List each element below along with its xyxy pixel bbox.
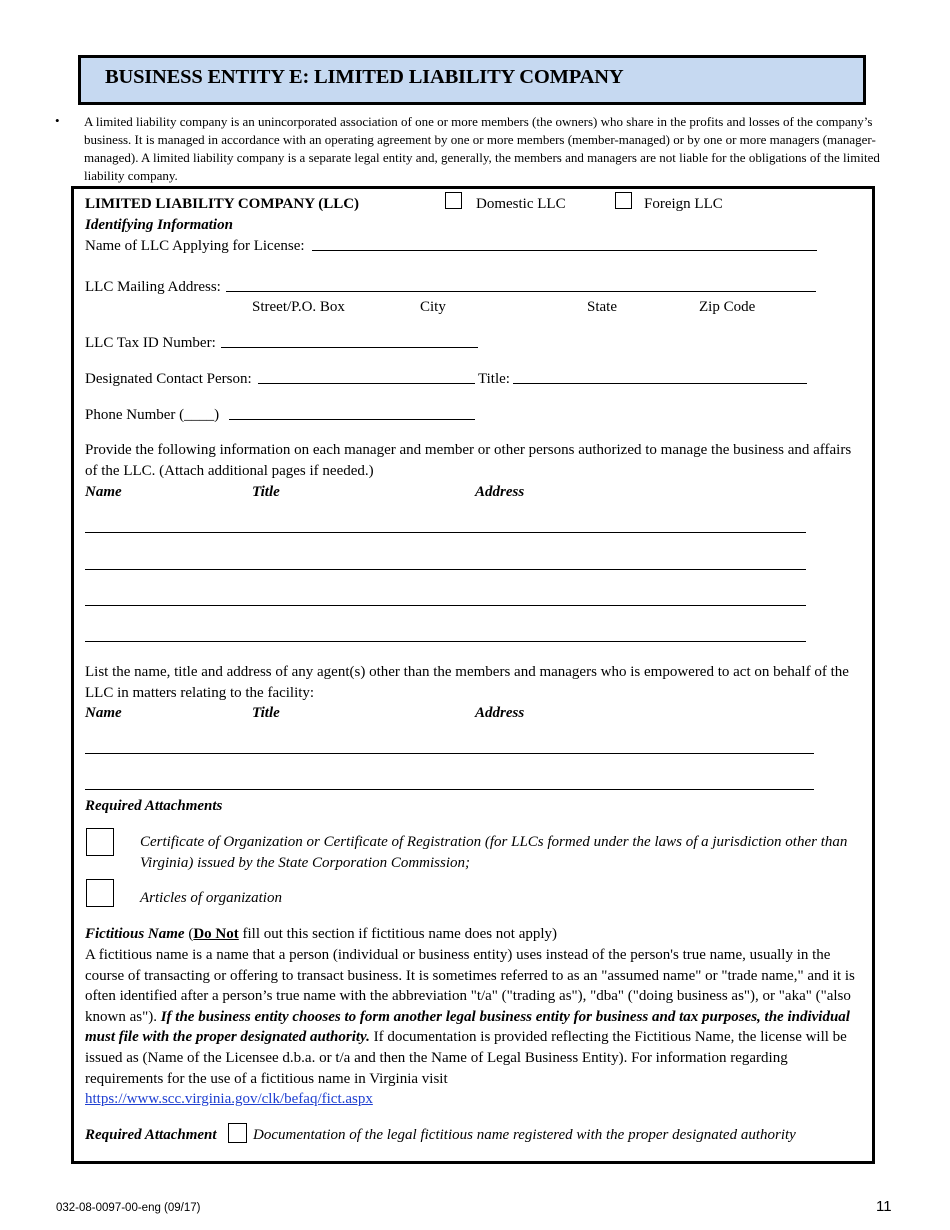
fictitious-body-2: If documentation is provided reflecting the Fictitious Name, the license will be issued as (Name of the Licensee d.b.a. or t/a and then the Name of Legal Business Entity). For information regarding requirements for the use of a fictitious name in Virginia visit <box>85 1029 847 1087</box>
fictitious-paren: ( <box>188 926 194 942</box>
city-caption: City <box>420 299 446 315</box>
fictitious-name-body <box>85 945 863 1110</box>
foreign-llc-checkbox[interactable] <box>615 192 632 209</box>
domestic-llc-checkbox[interactable] <box>445 192 462 209</box>
agent-entry-line[interactable] <box>85 753 814 754</box>
manager-entry-line[interactable] <box>85 641 806 642</box>
scc-fictitious-link[interactable]: https://www.scc.virginia.gov/clk/befaq/fict.aspx <box>85 1091 373 1108</box>
mailing-address-field[interactable] <box>226 291 816 292</box>
required-attachment-label: Required Attachment <box>85 1127 217 1143</box>
phone-field[interactable] <box>229 419 475 420</box>
zip-caption: Zip Code <box>699 299 756 315</box>
agent-entry-line[interactable] <box>85 789 814 790</box>
required-attachments-heading: Required Attachments <box>85 798 223 814</box>
agents-instruction: List the name, title and address of any agent(s) other than the members and managers who is empowered to act on behalf of the LLC in matters relating to the facility: <box>85 664 849 701</box>
page-title: BUSINESS ENTITY E: LIMITED LIABILITY COMPANY <box>105 66 624 88</box>
llc-section-title: LIMITED LIABILITY COMPANY (LLC) <box>85 196 360 212</box>
form-number: 032-08-0097-00-eng (09/17) <box>56 1202 201 1214</box>
street-caption: Street/P.O. Box <box>252 299 345 315</box>
llc-name-label: Name of LLC Applying for License: <box>85 238 305 254</box>
certificate-attachment-text: Certificate of Organization or Certificate of Registration (for LLCs formed under the laws of a jurisdiction other than Virginia) issued by the State Corporation Commission; <box>140 834 848 871</box>
mailing-address-label: LLC Mailing Address: <box>85 279 221 295</box>
fictitious-heading-rest: fill out this section if fictitious name does not apply) <box>238 926 558 942</box>
manager-entry-line[interactable] <box>85 569 806 570</box>
identifying-heading: Identifying Information <box>85 217 233 233</box>
manager-entry-line[interactable] <box>85 532 806 533</box>
do-not-emphasis: Do Not <box>193 926 239 942</box>
state-caption: State <box>587 299 617 315</box>
tax-id-label: LLC Tax ID Number: <box>85 335 216 351</box>
foreign-llc-label: Foreign LLC <box>644 196 723 212</box>
managers-col-address: Address <box>475 484 525 500</box>
fictitious-doc-text: Documentation of the legal fictitious name registered with the proper designated authority <box>253 1127 796 1143</box>
section-header <box>78 55 866 105</box>
domestic-llc-label: Domestic LLC <box>476 196 566 212</box>
contact-person-field[interactable] <box>258 383 475 384</box>
agents-col-name: Name <box>85 705 122 721</box>
agents-col-address: Address <box>475 705 525 721</box>
page-number: 11 <box>876 1198 892 1215</box>
fictitious-body-bold: If the business entity chooses to form another legal business entity for business and tax purposes, the individual must file with the proper designated authority. <box>85 1008 850 1046</box>
managers-instruction: Provide the following information on each manager and member or other persons authorized to manage the business and affairs of the LLC. (Attach additional pages if needed.) <box>85 442 852 479</box>
fictitious-heading-label: Fictitious Name <box>85 926 185 942</box>
tax-id-field[interactable] <box>221 347 478 348</box>
articles-checkbox[interactable] <box>86 879 114 907</box>
manager-entry-line[interactable] <box>85 605 806 606</box>
phone-label: Phone Number (____) <box>85 407 220 423</box>
fictitious-name-heading <box>85 924 557 944</box>
contact-title-field[interactable] <box>513 383 807 384</box>
certificate-checkbox[interactable] <box>86 828 114 856</box>
managers-col-name: Name <box>85 484 122 500</box>
intro-bullet: • <box>55 113 60 128</box>
articles-attachment-text: Articles of organization <box>140 890 282 906</box>
llc-name-field[interactable] <box>312 250 817 251</box>
contact-person-label: Designated Contact Person: <box>85 371 252 387</box>
fictitious-doc-checkbox[interactable] <box>228 1123 247 1143</box>
contact-title-label: Title: <box>478 371 510 387</box>
managers-col-title: Title <box>252 484 280 500</box>
intro-text: A limited liability company is an unincorporated association of one or more members (the owners) who share in the profits and losses of the company’s business. It is managed in accordance with an operating agreement by one or more members (member-managed) or by one or more managers (manager-managed). A limited liability company is a separate legal entity and, generally, the members and managers are not liable for the obligations of the limited liability company. <box>84 114 880 183</box>
fictitious-body-1: A fictitious name is a name that a person (individual or business entity) uses instead of the person's true name, usually in the course of transacting or offering to transact business. It is sometimes referred to as an "assumed name" or "trade name," and it is often identified after a person’s true name with the abbreviation "t/a" ("trading as"), "dba" ("doing business as"), or "aka" ("also known as"). <box>85 947 855 1025</box>
agents-col-title: Title <box>252 705 280 721</box>
